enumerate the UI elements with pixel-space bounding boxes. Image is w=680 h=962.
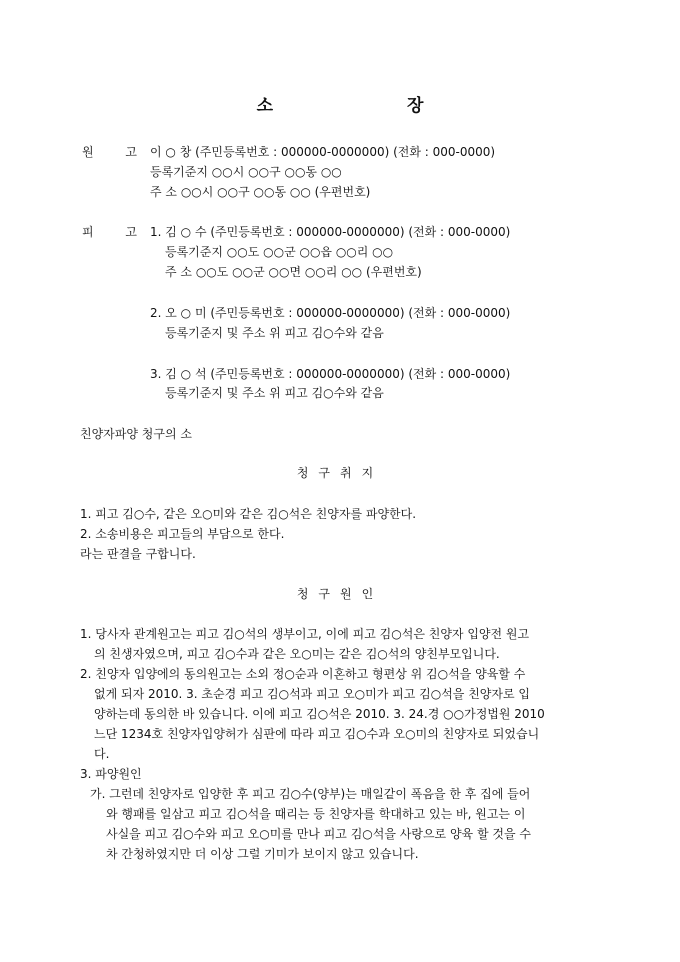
case-name: 친양자파양 청구의 소: [80, 427, 192, 441]
claim-purpose-item-2: 2. 소송비용은 피고들의 부담으로 한다.: [80, 527, 285, 541]
plaintiff-registry: 등록기준지 ○○시 ○○구 ○○동 ○○: [150, 165, 342, 179]
plaintiff-label: 원 고: [82, 145, 151, 159]
defendant-3-name-line: 3. 김 ○ 석 (주민등록번호 : 000000-0000000) (전화 : 000-0000): [150, 367, 511, 381]
defendant-2-registry: 등록기준지 및 주소 위 피고 김○수와 같음: [165, 326, 384, 340]
defendant-1-address: 주 소 ○○도 ○○군 ○○면 ○○리 ○○ (우편번호): [165, 265, 422, 279]
claim-cause-line-4: 없게 되자 2010. 3. 초순경 피고 김○석과 피고 오○미가 피고 김○석을 친양자로 입: [94, 687, 530, 701]
claim-cause-line-7: 다.: [94, 747, 110, 761]
defendant-2-name-line: 2. 오 ○ 미 (주민등록번호 : 000000-0000000) (전화 : 000-0000): [150, 306, 511, 320]
claim-purpose-heading: 청구취지: [296, 466, 384, 480]
claim-cause-line-8: 3. 파양원인: [80, 767, 142, 781]
defendant-1-registry: 등록기준지 ○○도 ○○군 ○○읍 ○○리 ○○: [165, 245, 394, 259]
claim-cause-line-10: 와 행패를 일삼고 피고 김○석을 때리는 등 친양자를 학대하고 있는 바, 원고는 이: [106, 807, 526, 821]
claim-cause-line-1: 1. 당사자 관계원고는 피고 김○석의 생부이고, 이에 피고 김○석은 친양자 입양전 원고: [80, 627, 530, 641]
claim-cause-line-12: 차 간청하였지만 더 이상 그럴 기미가 보이지 않고 있습니다.: [106, 847, 419, 861]
claim-cause-line-6: 느단 1234호 친양자입양허가 심판에 따라 피고 김○수과 오○미의 친양자로 되었습니: [94, 727, 540, 741]
plaintiff-address: 주 소 ○○시 ○○구 ○○동 ○○ (우편번호): [150, 185, 371, 199]
defendants-label: 피 고: [82, 225, 151, 239]
claim-cause-heading: 청구원인: [296, 587, 384, 601]
document-title: 소 장: [256, 96, 488, 116]
defendant-3-registry: 등록기준지 및 주소 위 피고 김○수와 같음: [165, 386, 384, 400]
defendant-1-name-line: 1. 김 ○ 수 (주민등록번호 : 000000-0000000) (전화 : 000-0000): [150, 225, 511, 239]
claim-purpose-item-3: 라는 판결을 구합니다.: [80, 547, 196, 561]
claim-cause-line-3: 2. 친양자 입양에의 동의원고는 소외 정○순과 이혼하고 형편상 위 김○석을 양육할 수: [80, 667, 526, 681]
claim-purpose-item-1: 1. 피고 김○수, 같은 오○미와 같은 김○석은 친양자를 파양한다.: [80, 507, 417, 521]
claim-cause-line-2: 의 친생자였으며, 피고 김○수과 같은 오○미는 같은 김○석의 양친부모입니다.: [94, 647, 500, 661]
claim-cause-line-5: 양하는데 동의한 바 있습니다. 이에 피고 김○석은 2010. 3. 24.경 ○○가정법원 2010: [94, 707, 545, 721]
claim-cause-line-11: 사실을 피고 김○수와 피고 오○미를 만나 피고 김○석을 사랑으로 양육 할 것을 수: [106, 827, 531, 841]
plaintiff-name-line: 이 ○ 창 (주민등록번호 : 000000-0000000) (전화 : 000-0000): [150, 145, 496, 159]
claim-cause-line-9: 가. 그런데 친양자로 입양한 후 피고 김○수(양부)는 매일같이 폭음을 한 후 집에 들어: [90, 787, 531, 801]
